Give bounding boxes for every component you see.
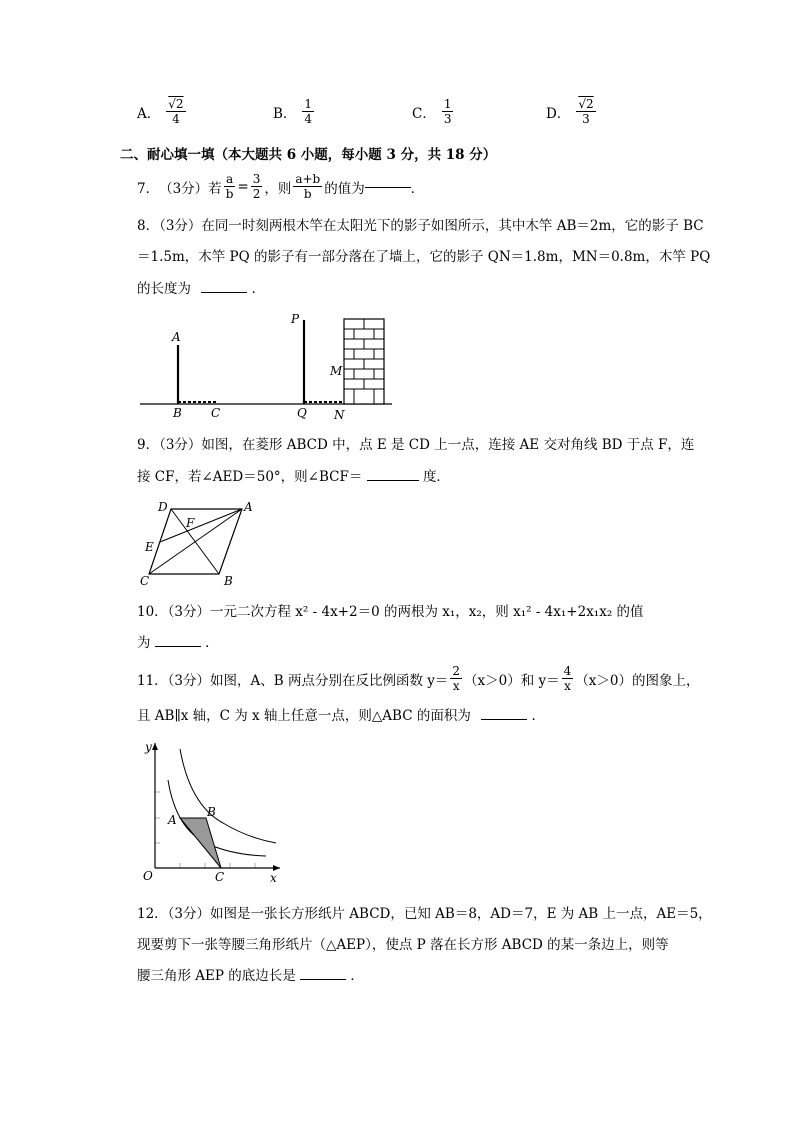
- label-e: E: [145, 540, 154, 554]
- q11-line-1: [137, 664, 700, 693]
- q10-period: ．: [205, 635, 219, 651]
- label-c: C: [215, 870, 225, 884]
- option-d: [546, 97, 598, 126]
- option-a-fraction: [166, 97, 185, 126]
- q11-line-2-text: 且 AB∥x 轴，C 为 x 轴上任意一点，则△ABC 的面积为: [137, 708, 471, 724]
- option-d-numerator: √2: [578, 97, 594, 111]
- q12-line-3: [137, 966, 364, 986]
- q7-score-text: （3分）若: [159, 180, 222, 197]
- q7-f1-num: a: [225, 172, 234, 186]
- q11-post-text: （x＞0）的图象上，: [575, 672, 700, 689]
- option-b-numerator: 1: [304, 97, 313, 111]
- option-d-label: D．: [546, 105, 571, 122]
- label-a: A: [168, 813, 177, 827]
- label-b: B: [173, 406, 182, 420]
- label-n: N: [334, 408, 345, 422]
- q7-mid-text: ，则: [264, 180, 292, 197]
- option-c-numerator: 1: [443, 97, 452, 111]
- option-c: [412, 97, 455, 126]
- q9-line-2-tail: 度．: [422, 469, 450, 485]
- q11-pre-text: 11．（3分）如图，A、B 两点分别在反比例函数 y＝: [137, 672, 449, 689]
- q7-f1-den: b: [225, 187, 234, 201]
- q7-equals: =: [237, 178, 249, 195]
- option-d-denominator: 3: [582, 112, 590, 126]
- q7-number: 7．: [137, 180, 160, 197]
- brick-wall: [344, 319, 384, 404]
- q7-fraction-3-2: [251, 172, 263, 201]
- q11-graph-figure: [138, 735, 288, 885]
- section-2-title: 二、耐心填一填（本大题共 6 小题，每小题 3 分，共 18 分）: [120, 147, 497, 163]
- option-c-label: C．: [412, 105, 436, 122]
- q8-line-1: 8．（3分）在同一时刻两根木竿在太阳光下的影子如图所示，其中木竿 AB＝2m，它的影子 BC: [137, 218, 704, 234]
- q8-answer-blank[interactable]: [201, 291, 247, 293]
- label-a: A: [244, 500, 253, 514]
- option-a-denominator: 4: [172, 112, 180, 126]
- q11-f1-den: x: [452, 679, 460, 693]
- q11-f1-num: 2: [452, 664, 461, 678]
- question-7: [137, 172, 424, 201]
- q7-fraction-a-b: [224, 172, 236, 201]
- q7-f2-num: 3: [252, 172, 261, 186]
- q8-shadow-figure: [130, 305, 410, 425]
- label-b: B: [224, 574, 233, 588]
- q8-line-3: [137, 279, 265, 299]
- label-p: P: [291, 312, 300, 326]
- q12-answer-blank[interactable]: [300, 978, 346, 980]
- q7-answer-blank[interactable]: [365, 186, 411, 188]
- q7-f3-den: b: [303, 187, 312, 201]
- label-b: B: [207, 805, 216, 819]
- q10-line-1: 10．（3分）一元二次方程 x² - 4x+2＝0 的两根为 x₁，x₂，则 x₁² - 4x₁+2x₁x₂ 的值: [137, 604, 644, 620]
- q12-line-2: 现要剪下一张等腰三角形纸片（△AEP），使点 P 落在长方形 ABCD 的某一条边上，则等: [137, 937, 669, 953]
- q12-line-1: 12．（3分）如图是一张长方形纸片 ABCD，已知 AB＝8，AD＝7，E 为 AB 上一点，AE＝5，: [137, 906, 712, 922]
- label-c: C: [140, 574, 150, 588]
- y-axis-arrow: [152, 743, 158, 750]
- option-b-fraction: [302, 97, 314, 126]
- label-m: M: [330, 364, 343, 378]
- label-x: x: [270, 871, 277, 885]
- option-a: [137, 97, 188, 126]
- q11-period: ．: [531, 708, 545, 724]
- q7-tail-text: 的值为: [324, 180, 365, 197]
- q12-period: ．: [350, 968, 364, 984]
- q9-line-2: [137, 467, 450, 487]
- q11-line-2: [137, 706, 545, 726]
- option-b: [273, 97, 316, 126]
- diagonal-ac: [149, 509, 242, 574]
- option-a-numerator: √2: [168, 97, 184, 111]
- q12-line-3-text: 腰三角形 AEP 的底边长是: [137, 968, 296, 984]
- option-c-denominator: 3: [443, 112, 452, 126]
- q8-line-3-text: 的长度为: [137, 281, 191, 297]
- label-y: y: [145, 740, 152, 754]
- label-a: A: [172, 330, 181, 344]
- label-o: O: [143, 869, 153, 883]
- q8-line-2: ＝1.5m，木竿 PQ 的影子有一部分落在了墙上，它的影子 QN＝1.8m，MN＝0.8m，木竿 PQ: [137, 249, 711, 265]
- q11-f2-num: 4: [563, 664, 572, 678]
- option-c-fraction: [442, 97, 454, 126]
- option-d-fraction: [576, 97, 595, 126]
- label-f: F: [186, 516, 195, 530]
- label-c: C: [211, 406, 221, 420]
- q9-line-2-text: 接 CF，若∠AED＝50°，则∠BCF＝: [137, 469, 363, 485]
- option-a-label: A．: [137, 105, 161, 122]
- q11-fraction-2-x: [450, 664, 462, 693]
- q10-line-2-text: 为: [137, 635, 151, 651]
- label-q: Q: [297, 406, 307, 420]
- q11-fraction-4-x: [562, 664, 574, 693]
- q10-answer-blank[interactable]: [155, 645, 201, 647]
- q7-period: ．: [410, 180, 425, 197]
- q8-period: ．: [251, 281, 266, 297]
- q7-fraction-apb-b: [293, 172, 322, 201]
- q7-f3-num: a+b: [295, 172, 321, 186]
- q7-f2-den: 2: [252, 187, 261, 201]
- q11-answer-blank[interactable]: [481, 718, 527, 720]
- q11-mid-text: （x＞0）和 y＝: [464, 672, 560, 689]
- option-b-label: B．: [273, 105, 297, 122]
- label-d: D: [158, 500, 168, 514]
- triangle-abc: [180, 818, 221, 868]
- q9-line-1: 9．（3分）如图，在菱形 ABCD 中，点 E 是 CD 上一点，连接 AE 交对角线 BD 于点 F，连: [137, 437, 695, 453]
- q9-answer-blank[interactable]: [367, 479, 419, 481]
- q10-line-2: [137, 633, 219, 653]
- q11-f2-den: x: [564, 679, 571, 693]
- q9-rhombus-figure: [138, 495, 268, 590]
- option-b-denominator: 4: [304, 112, 313, 126]
